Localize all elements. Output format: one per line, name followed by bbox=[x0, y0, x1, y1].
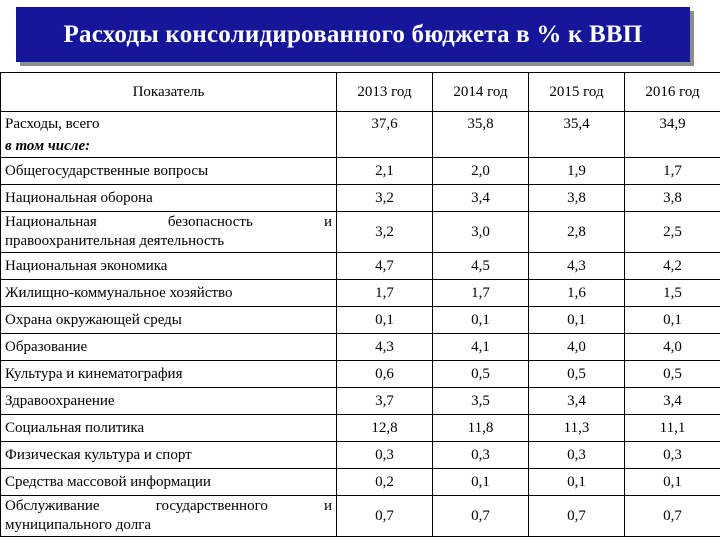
table-row bbox=[1, 112, 720, 137]
cell-value: 0,1 bbox=[625, 469, 720, 496]
cell-value: 2,5 bbox=[625, 212, 720, 253]
cell-value: 35,4 bbox=[529, 112, 625, 158]
cell-value: 34,9 bbox=[625, 112, 720, 158]
row-label-including: в том числе: bbox=[1, 136, 337, 158]
row-label: Национальная экономика bbox=[1, 253, 337, 280]
table-row bbox=[1, 253, 720, 280]
table-row bbox=[1, 388, 720, 415]
row-label: Физическая культура и спорт bbox=[1, 442, 337, 469]
row-label: Социальная политика bbox=[1, 415, 337, 442]
cell-value: 35,8 bbox=[433, 112, 529, 158]
cell-value: 0,5 bbox=[625, 361, 720, 388]
row-label: Национальная оборона bbox=[1, 185, 337, 212]
row-label: Средства массовой информации bbox=[1, 469, 337, 496]
cell-value: 4,5 bbox=[433, 253, 529, 280]
header-2014: 2014 год bbox=[433, 73, 529, 112]
table-row bbox=[1, 158, 720, 185]
cell-value: 0,3 bbox=[433, 442, 529, 469]
row-label: Общегосударственные вопросы bbox=[1, 158, 337, 185]
table-row bbox=[1, 442, 720, 469]
table-row bbox=[1, 496, 720, 537]
cell-value: 1,7 bbox=[625, 158, 720, 185]
cell-value: 37,6 bbox=[337, 112, 433, 158]
table-row bbox=[1, 361, 720, 388]
cell-value: 4,7 bbox=[337, 253, 433, 280]
row-label-line1: Обслуживание государственного и bbox=[5, 498, 332, 514]
cell-value: 2,0 bbox=[433, 158, 529, 185]
table-row bbox=[1, 185, 720, 212]
cell-value: 4,0 bbox=[529, 334, 625, 361]
table-row bbox=[1, 415, 720, 442]
row-label: Здравоохранение bbox=[1, 388, 337, 415]
cell-value: 0,7 bbox=[337, 496, 433, 537]
cell-value: 3,0 bbox=[433, 212, 529, 253]
cell-value: 3,7 bbox=[337, 388, 433, 415]
cell-value: 0,3 bbox=[337, 442, 433, 469]
cell-value: 0,7 bbox=[529, 496, 625, 537]
cell-value: 11,8 bbox=[433, 415, 529, 442]
row-label: Образование bbox=[1, 334, 337, 361]
cell-value: 0,1 bbox=[433, 469, 529, 496]
cell-value: 3,8 bbox=[529, 185, 625, 212]
cell-value: 12,8 bbox=[337, 415, 433, 442]
cell-value: 0,7 bbox=[625, 496, 720, 537]
cell-value: 0,1 bbox=[625, 307, 720, 334]
cell-value: 3,4 bbox=[433, 185, 529, 212]
cell-value: 2,8 bbox=[529, 212, 625, 253]
header-2016: 2016 год bbox=[625, 73, 720, 112]
cell-value: 0,3 bbox=[529, 442, 625, 469]
cell-value: 3,8 bbox=[625, 185, 720, 212]
table-row bbox=[1, 212, 720, 253]
page-title: Расходы консолидированного бюджета в % к ВВП bbox=[63, 20, 643, 48]
header-indicator: Показатель bbox=[1, 73, 337, 112]
row-label-security bbox=[1, 212, 337, 253]
cell-value: 11,1 bbox=[625, 415, 720, 442]
row-label: Охрана окружающей среды bbox=[1, 307, 337, 334]
cell-value: 4,0 bbox=[625, 334, 720, 361]
cell-value: 3,2 bbox=[337, 185, 433, 212]
row-label-total: Расходы, всего bbox=[1, 112, 337, 137]
table-row bbox=[1, 334, 720, 361]
cell-value: 0,1 bbox=[529, 307, 625, 334]
cell-value: 0,6 bbox=[337, 361, 433, 388]
cell-value: 0,1 bbox=[529, 469, 625, 496]
cell-value: 11,3 bbox=[529, 415, 625, 442]
cell-value: 3,4 bbox=[625, 388, 720, 415]
table-header-row bbox=[1, 73, 720, 112]
table-row bbox=[1, 307, 720, 334]
header-2015: 2015 год bbox=[529, 73, 625, 112]
cell-value: 0,1 bbox=[433, 307, 529, 334]
cell-value: 1,7 bbox=[433, 280, 529, 307]
title-banner bbox=[16, 7, 690, 62]
cell-value: 1,6 bbox=[529, 280, 625, 307]
cell-value: 0,7 bbox=[433, 496, 529, 537]
cell-value: 4,1 bbox=[433, 334, 529, 361]
cell-value: 0,5 bbox=[433, 361, 529, 388]
row-label: Культура и кинематография bbox=[1, 361, 337, 388]
header-2013: 2013 год bbox=[337, 73, 433, 112]
cell-value: 3,4 bbox=[529, 388, 625, 415]
table-row bbox=[1, 280, 720, 307]
row-label: Жилищно-коммунальное хозяйство bbox=[1, 280, 337, 307]
cell-value: 3,5 bbox=[433, 388, 529, 415]
cell-value: 1,9 bbox=[529, 158, 625, 185]
cell-value: 4,2 bbox=[625, 253, 720, 280]
cell-value: 0,2 bbox=[337, 469, 433, 496]
row-label-line2: муниципального долга bbox=[5, 517, 152, 533]
budget-table bbox=[0, 72, 720, 537]
cell-value: 4,3 bbox=[529, 253, 625, 280]
cell-value: 0,5 bbox=[529, 361, 625, 388]
cell-value: 0,3 bbox=[625, 442, 720, 469]
row-label-line1: Национальная безопасность и bbox=[5, 214, 332, 230]
cell-value: 1,5 bbox=[625, 280, 720, 307]
row-label-line2: правоохранительная деятельность bbox=[5, 233, 225, 249]
cell-value: 2,1 bbox=[337, 158, 433, 185]
cell-value: 1,7 bbox=[337, 280, 433, 307]
cell-value: 4,3 bbox=[337, 334, 433, 361]
cell-value: 0,1 bbox=[337, 307, 433, 334]
row-label-debt bbox=[1, 496, 337, 537]
cell-value: 3,2 bbox=[337, 212, 433, 253]
table-row bbox=[1, 469, 720, 496]
